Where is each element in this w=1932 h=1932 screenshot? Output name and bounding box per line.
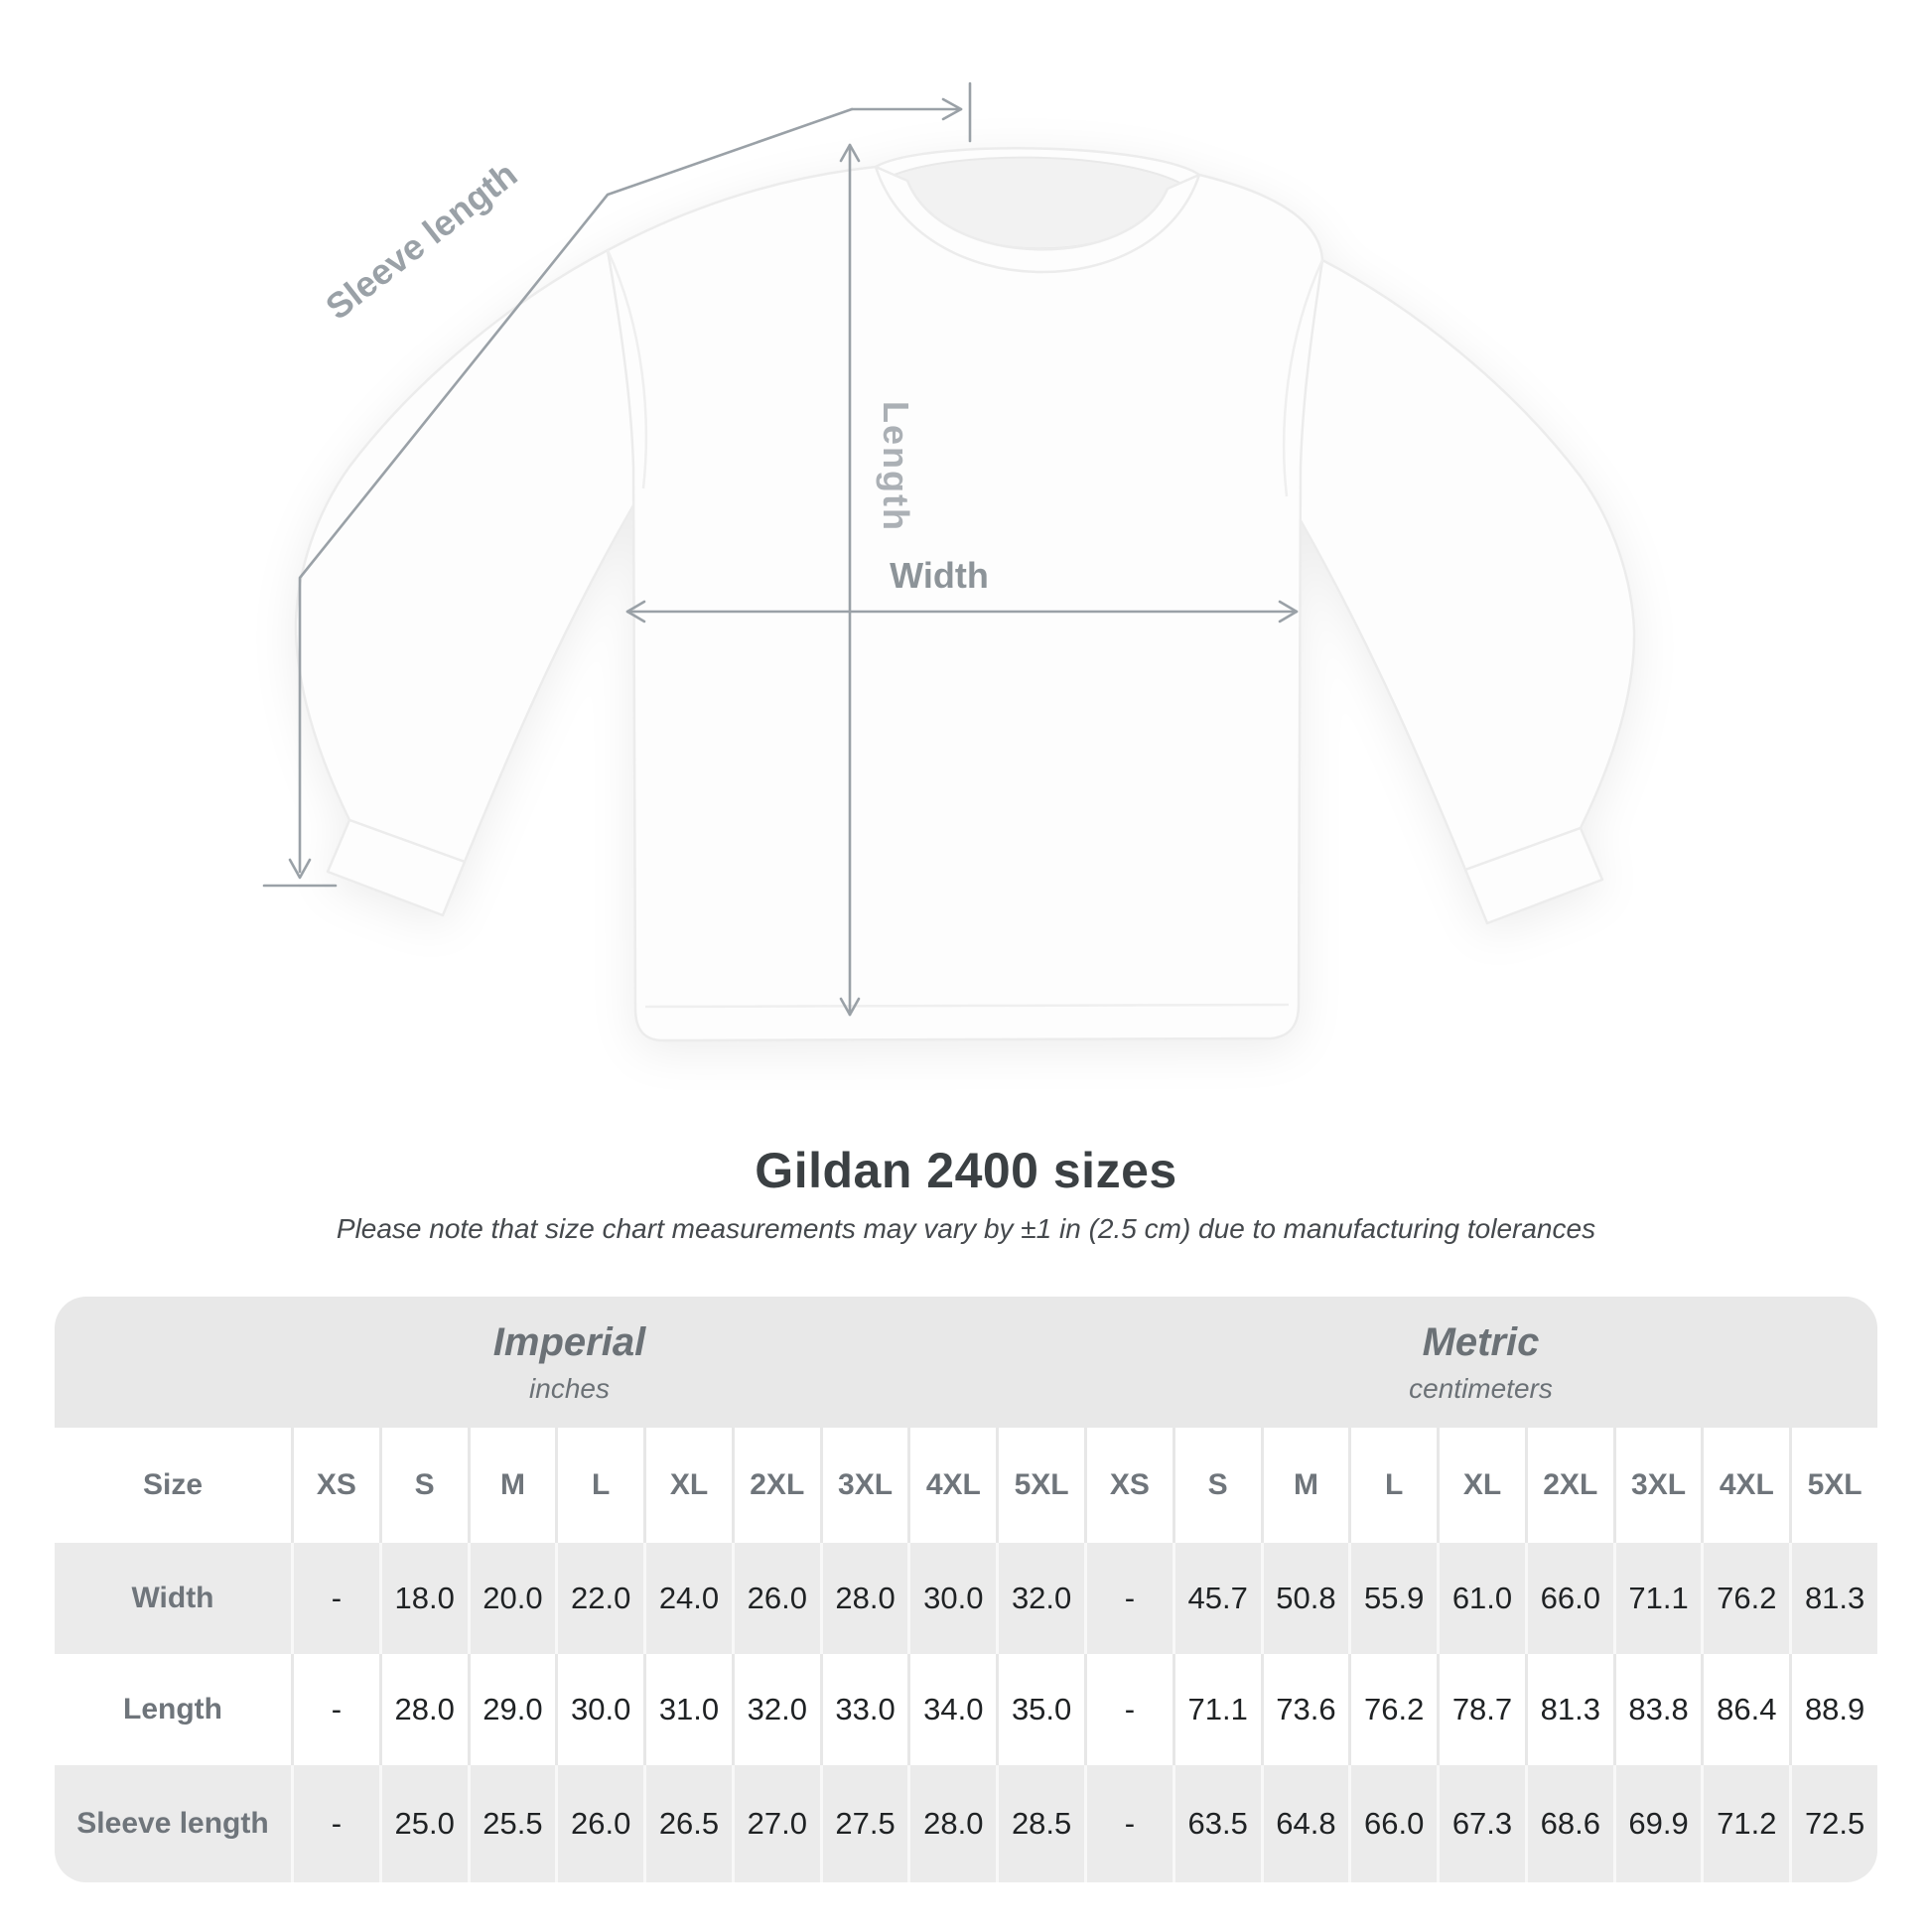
width-metric-value: 61.0 — [1437, 1543, 1525, 1654]
length-metric-value: 88.9 — [1789, 1654, 1877, 1765]
sleeve-imperial-value: 28.0 — [907, 1765, 996, 1882]
length-metric-value: 83.8 — [1613, 1654, 1702, 1765]
metric-size-header: 4XL — [1701, 1428, 1789, 1543]
width-metric-value: 66.0 — [1525, 1543, 1613, 1654]
imperial-band-unit: inches — [529, 1372, 610, 1404]
metric-size-header: 2XL — [1525, 1428, 1613, 1543]
imperial-band — [55, 1297, 1084, 1428]
length-label: Length — [876, 401, 916, 532]
imperial-size-header: 2XL — [732, 1428, 820, 1543]
sleeve-metric-value: 72.5 — [1789, 1765, 1877, 1882]
width-label: Width — [890, 555, 989, 596]
width-imperial-value: 26.0 — [732, 1543, 820, 1654]
length-imperial-value: 34.0 — [907, 1654, 996, 1765]
length-imperial-value: 31.0 — [643, 1654, 732, 1765]
length-imperial-value: - — [291, 1654, 379, 1765]
imperial-size-header: XS — [291, 1428, 379, 1543]
row-label-width: Width — [55, 1543, 291, 1654]
size-column-header: Size — [55, 1428, 291, 1543]
title-block — [0, 1142, 1932, 1245]
sleeve-imperial-value: 25.5 — [468, 1765, 556, 1882]
imperial-size-header: 4XL — [907, 1428, 996, 1543]
sleeve-imperial-value: 27.0 — [732, 1765, 820, 1882]
sleeve-length-label: Sleeve length — [318, 153, 525, 328]
width-metric-value: - — [1084, 1543, 1173, 1654]
imperial-band-title: Imperial — [492, 1319, 646, 1364]
page-title: Gildan 2400 sizes — [755, 1143, 1177, 1198]
sleeve-imperial-value: - — [291, 1765, 379, 1882]
row-label-length: Length — [55, 1654, 291, 1765]
sleeve-metric-value: 63.5 — [1173, 1765, 1261, 1882]
metric-size-header: 3XL — [1613, 1428, 1702, 1543]
length-metric-value: 73.6 — [1261, 1654, 1349, 1765]
length-metric-value: 86.4 — [1701, 1654, 1789, 1765]
metric-size-header: M — [1261, 1428, 1349, 1543]
width-metric-value: 45.7 — [1173, 1543, 1261, 1654]
imperial-size-header: L — [555, 1428, 643, 1543]
sleeve-metric-value: 69.9 — [1613, 1765, 1702, 1882]
sleeve-imperial-value: 26.0 — [555, 1765, 643, 1882]
length-imperial-value: 35.0 — [996, 1654, 1084, 1765]
width-imperial-value: 20.0 — [468, 1543, 556, 1654]
width-imperial-value: 30.0 — [907, 1543, 996, 1654]
sleeve-metric-value: 64.8 — [1261, 1765, 1349, 1882]
width-imperial-value: - — [291, 1543, 379, 1654]
sleeve-metric-value: - — [1084, 1765, 1173, 1882]
metric-size-header: XL — [1437, 1428, 1525, 1543]
sleeve-imperial-value: 26.5 — [643, 1765, 732, 1882]
sleeve-imperial-value: 25.0 — [379, 1765, 468, 1882]
length-imperial-value: 32.0 — [732, 1654, 820, 1765]
length-imperial-value: 29.0 — [468, 1654, 556, 1765]
length-metric-value: 78.7 — [1437, 1654, 1525, 1765]
row-label-sleeve-length: Sleeve length — [55, 1765, 291, 1882]
length-metric-value: 71.1 — [1173, 1654, 1261, 1765]
metric-band-unit: centimeters — [1409, 1372, 1553, 1404]
width-imperial-value: 22.0 — [555, 1543, 643, 1654]
sleeve-metric-value: 71.2 — [1701, 1765, 1789, 1882]
metric-size-header: 5XL — [1789, 1428, 1877, 1543]
length-imperial-value: 33.0 — [820, 1654, 908, 1765]
size-table — [55, 1297, 1877, 1882]
sleeve-imperial-value: 28.5 — [996, 1765, 1084, 1882]
right-sleeve — [1287, 260, 1634, 870]
width-imperial-value: 32.0 — [996, 1543, 1084, 1654]
length-metric-value: - — [1084, 1654, 1173, 1765]
metric-size-header: L — [1348, 1428, 1437, 1543]
imperial-size-header: M — [468, 1428, 556, 1543]
imperial-size-header: 3XL — [820, 1428, 908, 1543]
sleeve-metric-value: 68.6 — [1525, 1765, 1613, 1882]
width-metric-value: 55.9 — [1348, 1543, 1437, 1654]
width-imperial-value: 28.0 — [820, 1543, 908, 1654]
width-imperial-value: 18.0 — [379, 1543, 468, 1654]
tolerance-note: Please note that size chart measurements may vary by ±1 in (2.5 cm) due to manufacturing tolerances — [336, 1213, 1596, 1244]
imperial-size-header: S — [379, 1428, 468, 1543]
length-metric-value: 81.3 — [1525, 1654, 1613, 1765]
metric-band-title: Metric — [1422, 1319, 1540, 1364]
left-sleeve — [296, 250, 643, 862]
width-metric-value: 81.3 — [1789, 1543, 1877, 1654]
metric-size-header: XS — [1084, 1428, 1173, 1543]
width-metric-value: 76.2 — [1701, 1543, 1789, 1654]
length-imperial-value: 28.0 — [379, 1654, 468, 1765]
width-imperial-value: 24.0 — [643, 1543, 732, 1654]
length-metric-value: 76.2 — [1348, 1654, 1437, 1765]
length-imperial-value: 30.0 — [555, 1654, 643, 1765]
width-metric-value: 71.1 — [1613, 1543, 1702, 1654]
imperial-size-header: XL — [643, 1428, 732, 1543]
sleeve-metric-value: 67.3 — [1437, 1765, 1525, 1882]
metric-band — [1084, 1297, 1877, 1428]
sleeve-metric-value: 66.0 — [1348, 1765, 1437, 1882]
metric-size-header: S — [1173, 1428, 1261, 1543]
imperial-size-header: 5XL — [996, 1428, 1084, 1543]
width-metric-value: 50.8 — [1261, 1543, 1349, 1654]
sleeve-imperial-value: 27.5 — [820, 1765, 908, 1882]
